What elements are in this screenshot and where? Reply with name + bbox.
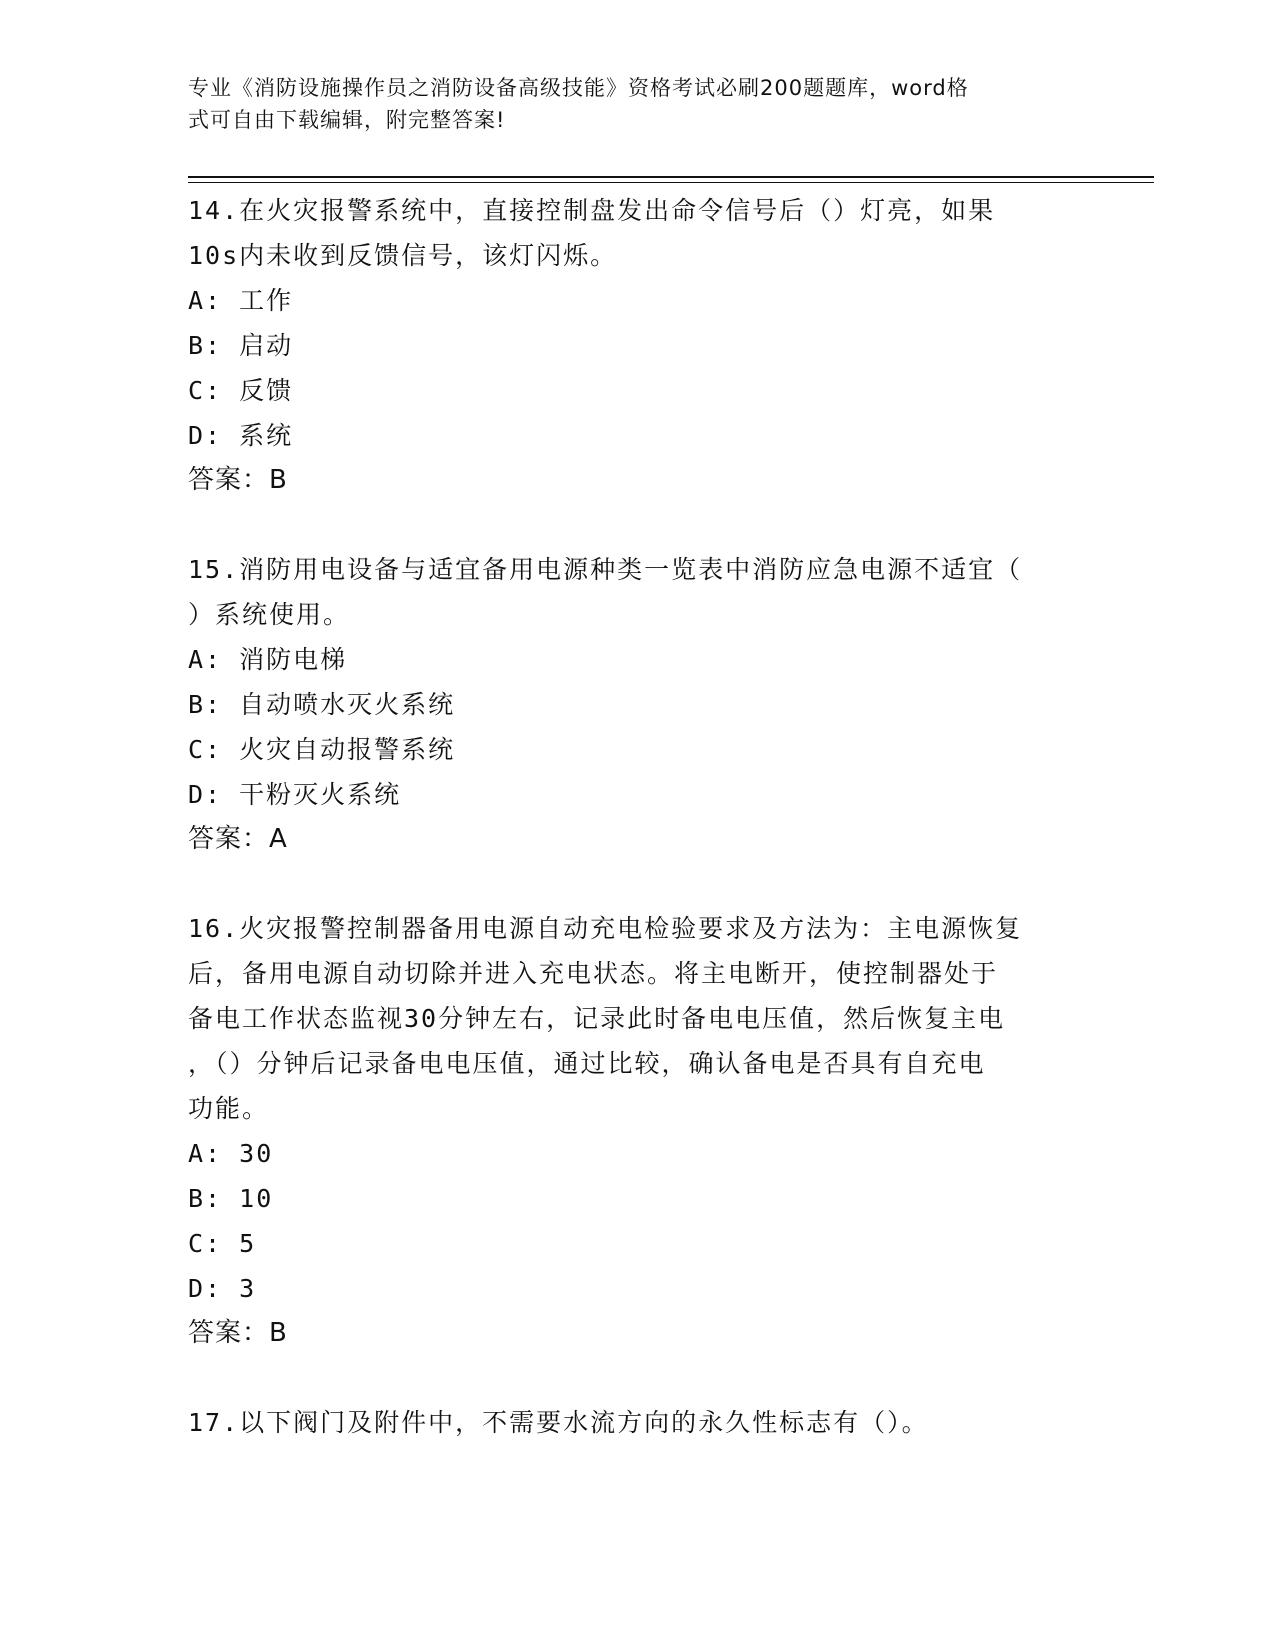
- option-a: A: 消防电梯: [188, 645, 348, 674]
- question-text-line: 14.在火灾报警系统中，直接控制盘发出命令信号后（）灯亮，如果: [188, 196, 996, 225]
- header-divider-thick: [188, 176, 1154, 178]
- question-text-line: ）系统使用。: [188, 600, 351, 629]
- question-16: [188, 906, 1088, 1356]
- answer: 答案：B: [188, 1318, 288, 1348]
- question-list: [188, 188, 1088, 1489]
- question-text-line: 功能。: [188, 1094, 270, 1123]
- document-header: [188, 72, 1068, 136]
- option-b: B: 自动喷水灭火系统: [188, 690, 456, 719]
- option-b: B: 启动: [188, 331, 294, 360]
- option-a: A: 30: [188, 1139, 274, 1168]
- question-text-line: 17.以下阀门及附件中，不需要水流方向的永久性标志有（）。: [188, 1408, 929, 1437]
- question-14: [188, 188, 1088, 503]
- header-divider-thin: [188, 182, 1154, 183]
- option-c: C: 5: [188, 1229, 257, 1258]
- option-c: C: 火灾自动报警系统: [188, 735, 456, 764]
- question-text-line: 10s内未收到反馈信号，该灯闪烁。: [188, 241, 618, 270]
- question-text-line: 备电工作状态监视30分钟左右，记录此时备电电压值，然后恢复主电: [188, 1004, 1006, 1033]
- option-d: D: 干粉灭火系统: [188, 780, 402, 809]
- option-a: A: 工作: [188, 286, 294, 315]
- option-d: D: 系统: [188, 421, 294, 450]
- header-line-1: 专业《消防设施操作员之消防设备高级技能》资格考试必刷200题题库，word格: [188, 76, 969, 100]
- option-c: C: 反馈: [188, 376, 294, 405]
- question-text-line: 后，备用电源自动切除并进入充电状态。将主电断开，使控制器处于: [188, 959, 999, 988]
- question-17: [188, 1400, 1088, 1445]
- answer: 答案：B: [188, 465, 288, 495]
- question-text-line: ，（）分钟后记录备电电压值，通过比较，确认备电是否具有自充电: [188, 1049, 986, 1078]
- answer: 答案：A: [188, 824, 288, 854]
- question-text-line: 15.消防用电设备与适宜备用电源种类一览表中消防应急电源不适宜（: [188, 555, 1023, 584]
- question-15: [188, 547, 1088, 862]
- option-b: B: 10: [188, 1184, 274, 1213]
- option-d: D: 3: [188, 1274, 257, 1303]
- header-line-2: 式可自由下载编辑，附完整答案!: [188, 108, 506, 132]
- question-text-line: 16.火灾报警控制器备用电源自动充电检验要求及方法为：主电源恢复: [188, 914, 1023, 943]
